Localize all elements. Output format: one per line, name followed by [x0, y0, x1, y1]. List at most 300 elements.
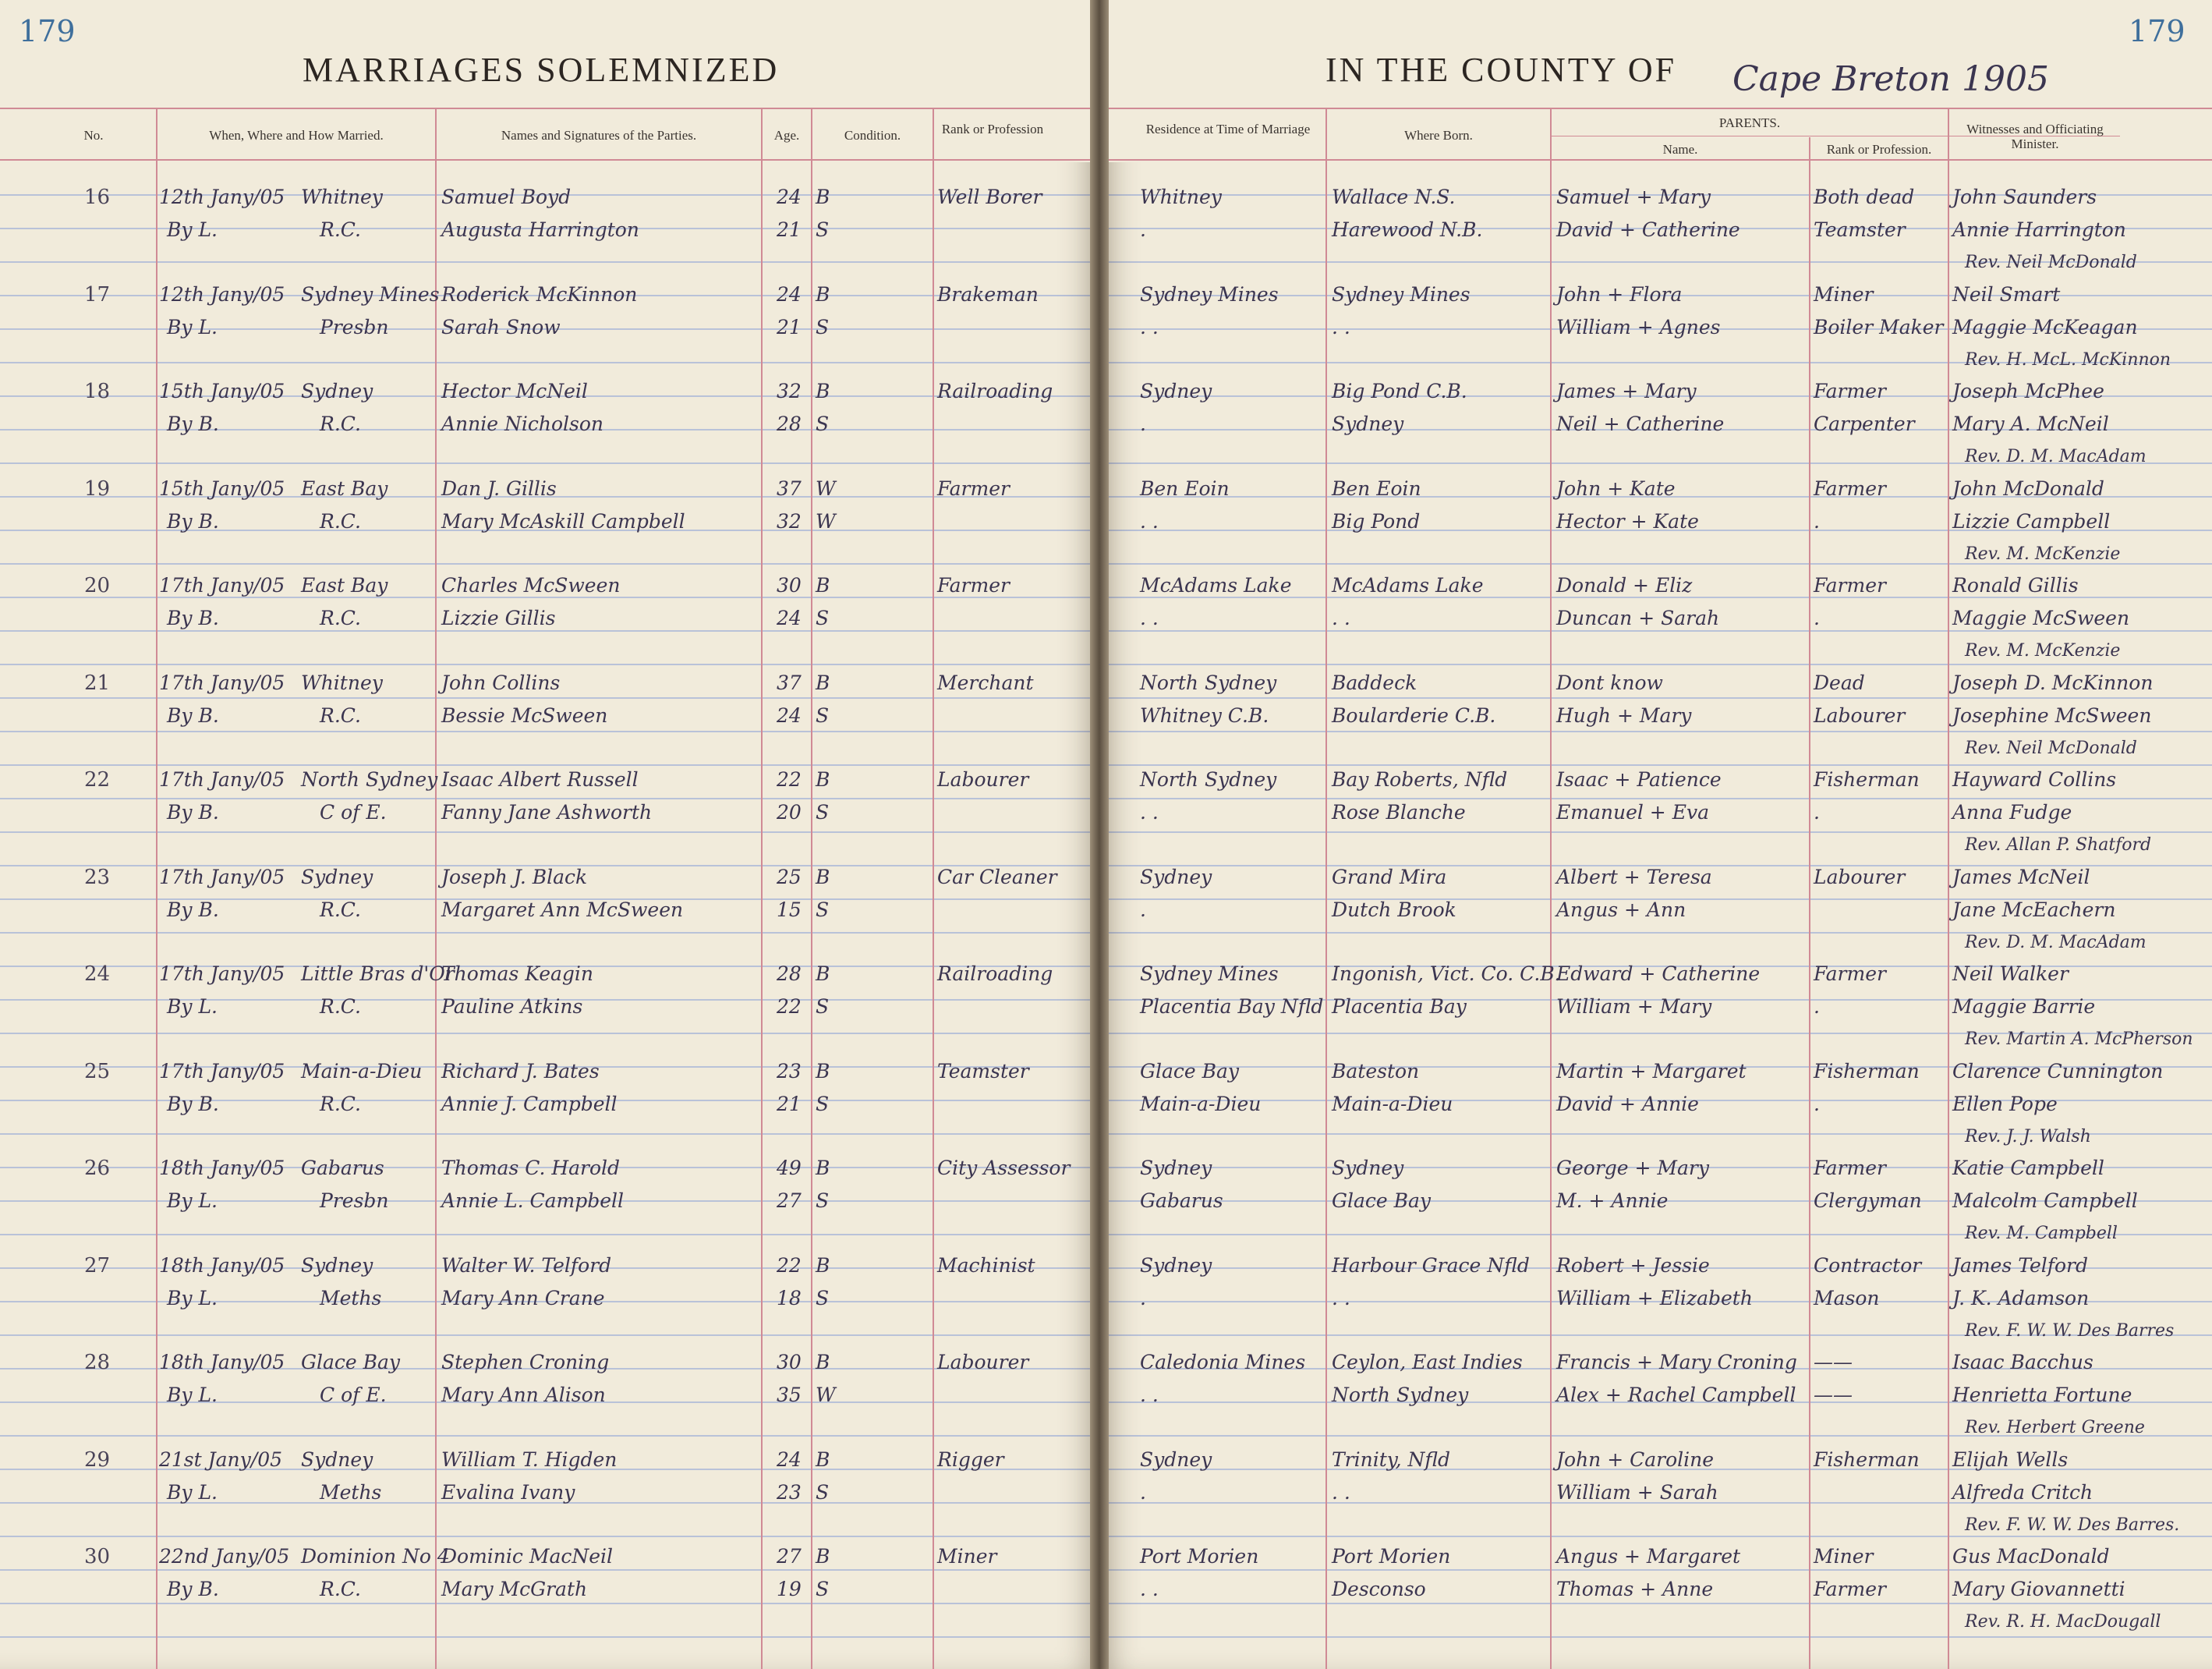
officiating-minister: Rev. J. J. Walsh: [1965, 1126, 2091, 1146]
bride-parents: William + Elizabeth: [1556, 1286, 1753, 1309]
officiating-minister: Rev. Martin A. McPherson: [1965, 1029, 2193, 1049]
bride-residence: . .: [1140, 509, 1159, 533]
bride-residence: .: [1140, 413, 1146, 435]
bride-birthplace: Sydney: [1332, 413, 1404, 435]
bride-residence: Whitney C.B.: [1140, 703, 1269, 727]
license-type: By L.: [167, 218, 218, 241]
bride-birthplace: . .: [1332, 607, 1350, 629]
groom-residence: Port Morien: [1140, 1545, 1259, 1568]
groom-parents-profession: Fisherman: [1814, 1448, 1920, 1471]
officiating-minister: Rev. Neil McDonald: [1965, 253, 2137, 272]
groom-age: 37: [777, 477, 802, 500]
bride-name: Annie L. Campbell: [441, 1189, 625, 1212]
officiating-minister: Rev. D. M. MacAdam: [1965, 447, 2147, 466]
bride-age: 27: [777, 1189, 802, 1212]
groom-birthplace: Ben Eoin: [1332, 477, 1421, 500]
groom-residence: Sydney: [1140, 1448, 1212, 1471]
groom-condition: B: [816, 1545, 830, 1568]
bride-parents-profession: .: [1814, 509, 1820, 533]
marriage-date: 15th Jany/05: [159, 477, 285, 500]
bride-name: Sarah Snow: [441, 315, 561, 338]
groom-parents: Edward + Catherine: [1556, 962, 1761, 985]
groom-birthplace: Bateston: [1332, 1059, 1420, 1083]
license-type: By B.: [167, 1578, 219, 1600]
groom-parents: Dont know: [1556, 671, 1663, 694]
groom-age: 22: [777, 768, 802, 791]
groom-parents: Albert + Teresa: [1556, 865, 1712, 888]
col-divider: [1550, 108, 1552, 1669]
groom-condition: B: [816, 768, 830, 791]
groom-residence: Sydney Mines: [1140, 282, 1279, 306]
license-type: By L.: [167, 995, 218, 1018]
groom-age: 25: [777, 865, 802, 888]
groom-residence: Sydney: [1140, 1157, 1212, 1179]
groom-parents-profession: Contractor: [1814, 1253, 1922, 1277]
header-rule-bottom: [0, 159, 1099, 161]
groom-parents: Francis + Mary Croning: [1556, 1351, 1797, 1373]
col-header-parents: PARENTS.: [1718, 115, 1781, 130]
bride-age: 21: [777, 315, 802, 338]
bride-parents-profession: .: [1814, 607, 1820, 629]
marriage-place: Little Bras d'Or: [301, 962, 455, 985]
entry-number: 23: [84, 865, 111, 889]
marriage-place: Main-a-Dieu: [301, 1059, 423, 1083]
bride-residence: .: [1140, 1480, 1146, 1504]
marriage-place: Sydney: [301, 1253, 373, 1277]
col-header-when: When, Where and How Married.: [209, 128, 384, 143]
entry-number: 29: [84, 1448, 111, 1472]
marriage-place: East Bay: [301, 574, 388, 597]
groom-parents-profession: Farmer: [1814, 380, 1886, 402]
marriage-date: 17th Jany/05: [159, 671, 285, 694]
col-divider: [1809, 137, 1810, 1669]
bride-birthplace: Placentia Bay: [1332, 995, 1467, 1018]
col-header-born: Where Born.: [1404, 128, 1473, 143]
bride-residence: . .: [1140, 1578, 1159, 1600]
groom-residence: Sydney: [1140, 380, 1212, 402]
bride-name: Augusta Harrington: [441, 218, 639, 241]
groom-age: 24: [777, 186, 802, 208]
groom-birthplace: McAdams Lake: [1332, 574, 1484, 597]
marriage-date: 18th Jany/05: [159, 1351, 285, 1373]
entry-number: 16: [84, 186, 111, 209]
marriage-date: 17th Jany/05: [159, 865, 285, 888]
col-header-residence: Residence at Time of Marriage: [1145, 122, 1311, 136]
groom-condition: B: [816, 574, 830, 597]
bride-residence: .: [1140, 1286, 1146, 1309]
groom-parents-profession: Dead: [1814, 671, 1865, 694]
col-header-rank: Rank or Profession: [941, 122, 1044, 136]
marriage-place: Sydney: [301, 1448, 373, 1471]
license-type: By B.: [167, 703, 219, 727]
marriage-place: Whitney: [301, 186, 383, 208]
bride-residence: Gabarus: [1140, 1189, 1223, 1212]
marriage-date: 17th Jany/05: [159, 574, 285, 597]
col-header-names: Names and Signatures of the Parties.: [501, 128, 697, 143]
groom-name: Roderick McKinnon: [441, 282, 638, 306]
witness-1: Clarence Cunnington: [1952, 1059, 2164, 1083]
denomination: C of E.: [320, 801, 387, 824]
denomination: R.C.: [320, 509, 361, 533]
denomination: Presbn: [320, 315, 389, 338]
marriage-date: 15th Jany/05: [159, 380, 285, 402]
witness-2: Henrietta Fortune: [1952, 1384, 2132, 1406]
groom-residence: North Sydney: [1140, 768, 1277, 791]
bride-parents: Hector + Kate: [1556, 509, 1699, 533]
groom-birthplace: Ingonish, Vict. Co. C.B.: [1332, 962, 1561, 985]
bride-condition: S: [816, 607, 830, 629]
witness-2: Mary A. McNeil: [1952, 413, 2109, 435]
groom-parents-profession: Farmer: [1814, 962, 1886, 985]
col-divider: [1948, 108, 1949, 1669]
entry-number: 26: [84, 1157, 111, 1180]
denomination: R.C.: [320, 413, 361, 435]
marriage-place: Sydney: [301, 380, 373, 402]
denomination: R.C.: [320, 1092, 361, 1115]
groom-profession: Farmer: [937, 477, 1010, 500]
groom-age: 22: [777, 1253, 802, 1277]
bride-birthplace: Big Pond: [1332, 509, 1421, 533]
right-page: [1099, 0, 2212, 1669]
page-number-right: 179: [2129, 14, 2185, 48]
header-rule-top: [1099, 108, 2212, 109]
bride-name: Fanny Jane Ashworth: [441, 801, 653, 824]
groom-name: Dominic MacNeil: [441, 1545, 614, 1568]
witness-1: Elijah Wells: [1952, 1448, 2069, 1471]
entry-number: 27: [84, 1253, 111, 1277]
denomination: R.C.: [320, 898, 361, 921]
marriage-place: Whitney: [301, 671, 383, 694]
witness-2: Lizzie Campbell: [1952, 509, 2111, 533]
bride-parents: Emanuel + Eva: [1556, 801, 1709, 824]
groom-parents: Samuel + Mary: [1556, 186, 1711, 208]
col-header-parents-rank: Rank or Profession.: [1826, 142, 1932, 157]
bride-parents-profession: Carpenter: [1814, 413, 1915, 435]
groom-birthplace: Sydney Mines: [1332, 282, 1471, 306]
bride-name: Pauline Atkins: [441, 995, 583, 1018]
bride-condition: S: [816, 898, 830, 921]
witness-1: John McDonald: [1952, 477, 2104, 500]
groom-profession: Railroading: [937, 380, 1053, 402]
marriage-date: 21st Jany/05: [159, 1448, 283, 1471]
witness-1: Neil Smart: [1952, 282, 2061, 306]
bride-condition: S: [816, 703, 830, 727]
groom-parents: Donald + Eliz: [1556, 574, 1693, 597]
groom-parents: James + Mary: [1556, 380, 1697, 402]
witness-2: Alfreda Critch: [1952, 1480, 2093, 1504]
officiating-minister: Rev. F. W. W. Des Barres.: [1965, 1515, 2180, 1535]
col-header-condition: Condition.: [844, 128, 901, 143]
bride-parents: M. + Annie: [1556, 1189, 1669, 1212]
groom-profession: Labourer: [937, 1351, 1029, 1373]
bride-age: 19: [777, 1578, 802, 1600]
entry-number: 28: [84, 1351, 111, 1374]
marriage-place: Dominion No 4: [301, 1545, 450, 1568]
bride-age: 32: [777, 509, 802, 533]
witness-1: Neil Walker: [1952, 962, 2069, 985]
groom-parents-profession: Labourer: [1814, 865, 1906, 888]
marriage-date: 17th Jany/05: [159, 1059, 285, 1083]
officiating-minister: Rev. Neil McDonald: [1965, 738, 2137, 758]
witness-2: Josephine McSween: [1952, 703, 2152, 727]
county-name: Cape Breton 1905: [1732, 59, 2049, 99]
witness-2: Maggie McKeagan: [1952, 315, 2138, 338]
bride-condition: S: [816, 1480, 830, 1504]
groom-condition: B: [816, 186, 830, 208]
left-page: [0, 0, 1099, 1669]
bride-parents: William + Sarah: [1556, 1480, 1718, 1504]
bride-parents-profession: Farmer: [1814, 1578, 1886, 1600]
bride-condition: W: [816, 1384, 836, 1406]
bride-birthplace: Dutch Brook: [1332, 898, 1456, 921]
groom-parents: Angus + Margaret: [1556, 1545, 1741, 1568]
witness-2: Anna Fudge: [1952, 801, 2072, 824]
bride-parents-profession: .: [1814, 995, 1820, 1018]
groom-age: 27: [777, 1545, 802, 1568]
groom-profession: Car Cleaner: [937, 865, 1057, 888]
license-type: By B.: [167, 509, 219, 533]
bride-parents-profession: Labourer: [1814, 703, 1906, 727]
officiating-minister: Rev. Allan P. Shatford: [1965, 835, 2152, 855]
groom-condition: B: [816, 282, 830, 306]
bride-birthplace: Harewood N.B.: [1332, 218, 1483, 241]
bride-residence: .: [1140, 218, 1146, 241]
bride-condition: S: [816, 1092, 830, 1115]
marriage-date: 12th Jany/05: [159, 282, 285, 306]
bride-birthplace: . .: [1332, 315, 1350, 338]
witness-2: Annie Harrington: [1952, 218, 2126, 241]
groom-name: Thomas C. Harold: [441, 1157, 621, 1179]
groom-name: Stephen Croning: [441, 1351, 610, 1373]
bride-name: Annie Nicholson: [441, 413, 603, 435]
license-type: By L.: [167, 1286, 218, 1309]
groom-residence: Ben Eoin: [1140, 477, 1230, 500]
marriage-place: East Bay: [301, 477, 388, 500]
bride-parents: David + Catherine: [1556, 218, 1740, 241]
groom-parents: George + Mary: [1556, 1157, 1709, 1179]
groom-age: 30: [777, 574, 802, 597]
bride-age: 24: [777, 703, 802, 727]
groom-parents: Martin + Margaret: [1556, 1059, 1747, 1083]
denomination: R.C.: [320, 1578, 361, 1600]
col-divider: [1325, 108, 1327, 1669]
groom-age: 49: [777, 1157, 802, 1179]
bride-birthplace: Main-a-Dieu: [1332, 1092, 1453, 1115]
marriage-date: 22nd Jany/05: [159, 1545, 290, 1568]
col-divider: [435, 108, 437, 1669]
groom-condition: B: [816, 1157, 830, 1179]
groom-parents-profession: Farmer: [1814, 574, 1886, 597]
denomination: Meths: [320, 1480, 382, 1504]
groom-name: William T. Higden: [441, 1448, 618, 1471]
groom-name: Samuel Boyd: [441, 186, 572, 208]
groom-residence: Whitney: [1140, 186, 1222, 208]
entry-number: 17: [84, 282, 111, 307]
groom-profession: Machinist: [937, 1253, 1035, 1277]
witness-1: Hayward Collins: [1952, 768, 2117, 791]
groom-condition: B: [816, 671, 830, 694]
bride-residence: . .: [1140, 801, 1159, 824]
col-header-witnesses: Witnesses and Officiating Minister.: [1966, 122, 2104, 151]
groom-condition: B: [816, 1351, 830, 1373]
bride-residence: . .: [1140, 1384, 1159, 1406]
witness-1: Ronald Gillis: [1952, 574, 2079, 597]
groom-condition: B: [816, 962, 830, 985]
groom-name: Hector McNeil: [441, 380, 588, 402]
bride-residence: . .: [1140, 315, 1159, 338]
bride-name: Margaret Ann McSween: [441, 898, 684, 921]
bride-parents: William + Mary: [1556, 995, 1712, 1018]
denomination: R.C.: [320, 218, 361, 241]
entry-number: 20: [84, 574, 111, 597]
groom-parents-profession: Both dead: [1814, 186, 1915, 208]
groom-profession: Teamster: [937, 1059, 1029, 1083]
groom-parents-profession: ——: [1814, 1351, 1853, 1373]
marriage-date: 18th Jany/05: [159, 1253, 285, 1277]
entry-number: 25: [84, 1059, 111, 1083]
marriage-place: Sydney: [301, 865, 373, 888]
groom-condition: B: [816, 865, 830, 888]
marriage-place: Sydney Mines: [301, 282, 440, 306]
bride-age: 21: [777, 1092, 802, 1115]
groom-profession: Farmer: [937, 574, 1010, 597]
bride-condition: S: [816, 413, 830, 435]
groom-parents-profession: Fisherman: [1814, 1059, 1920, 1083]
col-divider: [933, 108, 934, 1669]
groom-name: Walter W. Telford: [441, 1253, 612, 1277]
groom-residence: Caledonia Mines: [1140, 1351, 1306, 1373]
groom-residence: McAdams Lake: [1140, 574, 1292, 597]
bride-parents-profession: ——: [1814, 1384, 1853, 1406]
bride-condition: W: [816, 509, 836, 533]
bride-name: Mary Ann Crane: [441, 1286, 605, 1309]
witness-2: Malcolm Campbell: [1952, 1189, 2138, 1212]
bride-parents: Alex + Rachel Campbell: [1556, 1384, 1796, 1406]
witness-1: James Telford: [1952, 1253, 2088, 1277]
officiating-minister: Rev. M. McKenzie: [1965, 544, 2121, 564]
witness-2: Mary Giovannetti: [1952, 1578, 2125, 1600]
groom-parents: Isaac + Patience: [1556, 768, 1722, 791]
groom-birthplace: Bay Roberts, Nfld: [1332, 768, 1508, 791]
bride-name: Mary McAskill Campbell: [441, 509, 685, 533]
bride-age: 20: [777, 801, 802, 824]
entry-number: 21: [84, 671, 111, 695]
bride-parents: Angus + Ann: [1556, 898, 1686, 921]
bride-parents-profession: .: [1814, 801, 1820, 824]
bride-parents: David + Annie: [1556, 1092, 1699, 1115]
book-spine: [1090, 0, 1109, 1669]
bride-parents-profession: Clergyman: [1814, 1189, 1922, 1212]
groom-parents-profession: Fisherman: [1814, 768, 1920, 791]
groom-condition: W: [816, 477, 836, 500]
bride-name: Bessie McSween: [441, 703, 608, 727]
col-header-no: No.: [83, 128, 104, 143]
witness-2: J. K. Adamson: [1952, 1286, 2090, 1309]
bride-birthplace: Boularderie C.B.: [1332, 703, 1496, 727]
groom-parents-profession: Farmer: [1814, 477, 1886, 500]
groom-profession: Merchant: [937, 671, 1034, 694]
bride-condition: S: [816, 801, 830, 824]
witness-1: Joseph D. McKinnon: [1952, 671, 2154, 694]
officiating-minister: Rev. Herbert Greene: [1965, 1418, 2145, 1437]
groom-condition: B: [816, 1059, 830, 1083]
groom-condition: B: [816, 1253, 830, 1277]
groom-name: Dan J. Gillis: [441, 477, 557, 500]
bride-parents-profession: .: [1814, 1092, 1820, 1115]
bride-birthplace: Rose Blanche: [1332, 801, 1466, 824]
bride-age: 24: [777, 607, 802, 629]
bride-age: 23: [777, 1480, 802, 1504]
marriage-place: Gabarus: [301, 1157, 384, 1179]
groom-birthplace: Port Morien: [1332, 1545, 1451, 1568]
bride-parents-profession: Teamster: [1814, 218, 1906, 241]
groom-parents: John + Kate: [1556, 477, 1676, 500]
groom-age: 30: [777, 1351, 802, 1373]
groom-residence: Sydney: [1140, 1253, 1212, 1277]
entry-number: 19: [84, 477, 111, 501]
groom-birthplace: Harbour Grace Nfld: [1332, 1253, 1530, 1277]
license-type: By B.: [167, 801, 219, 824]
denomination: R.C.: [320, 607, 361, 629]
license-type: By B.: [167, 1092, 219, 1115]
witness-1: Joseph McPhee: [1952, 380, 2104, 402]
bride-parents: Duncan + Sarah: [1556, 607, 1720, 629]
officiating-minister: Rev. R. H. MacDougall: [1965, 1612, 2161, 1632]
bride-residence: .: [1140, 898, 1146, 921]
header-rule-bottom: [1099, 159, 2212, 161]
groom-age: 37: [777, 671, 802, 694]
bride-age: 28: [777, 413, 802, 435]
bride-residence: Main-a-Dieu: [1140, 1092, 1262, 1115]
entry-number: 22: [84, 768, 111, 792]
groom-condition: B: [816, 1448, 830, 1471]
marriage-place: Glace Bay: [301, 1351, 401, 1373]
witness-2: Jane McEachern: [1952, 898, 2116, 921]
marriage-place: North Sydney: [301, 768, 438, 791]
bride-parents-profession: Boiler Maker: [1814, 315, 1944, 338]
bride-age: 35: [777, 1384, 802, 1406]
groom-birthplace: Baddeck: [1332, 671, 1417, 694]
groom-birthplace: Big Pond C.B.: [1332, 380, 1467, 402]
col-header-parents-name: Name.: [1662, 142, 1698, 157]
bride-name: Lizzie Gillis: [441, 607, 556, 629]
col-divider: [761, 108, 763, 1669]
groom-birthplace: Ceylon, East Indies: [1332, 1351, 1523, 1373]
bride-birthplace: . .: [1332, 1480, 1350, 1504]
officiating-minister: Rev. H. McL. McKinnon: [1965, 349, 2171, 370]
marriage-date: 17th Jany/05: [159, 768, 285, 791]
groom-profession: City Assessor: [937, 1157, 1071, 1179]
bride-birthplace: . .: [1332, 1286, 1350, 1309]
bride-parents: Hugh + Mary: [1556, 703, 1692, 727]
license-type: By B.: [167, 898, 219, 921]
officiating-minister: Rev. D. M. MacAdam: [1965, 932, 2147, 952]
license-type: By B.: [167, 607, 219, 629]
bride-condition: S: [816, 995, 830, 1018]
license-type: By L.: [167, 1480, 218, 1504]
bride-age: 18: [777, 1286, 802, 1309]
witness-1: John Saunders: [1952, 186, 2097, 208]
groom-parents: Robert + Jessie: [1556, 1253, 1710, 1277]
officiating-minister: Rev. M. McKenzie: [1965, 641, 2121, 661]
witness-2: Maggie Barrie: [1952, 995, 2096, 1018]
bride-age: 22: [777, 995, 802, 1018]
title-left: MARRIAGES SOLEMNIZED: [303, 51, 780, 89]
denomination: C of E.: [320, 1384, 387, 1406]
license-type: By L.: [167, 1189, 218, 1212]
groom-residence: Sydney: [1140, 865, 1212, 888]
groom-age: 28: [777, 962, 802, 985]
